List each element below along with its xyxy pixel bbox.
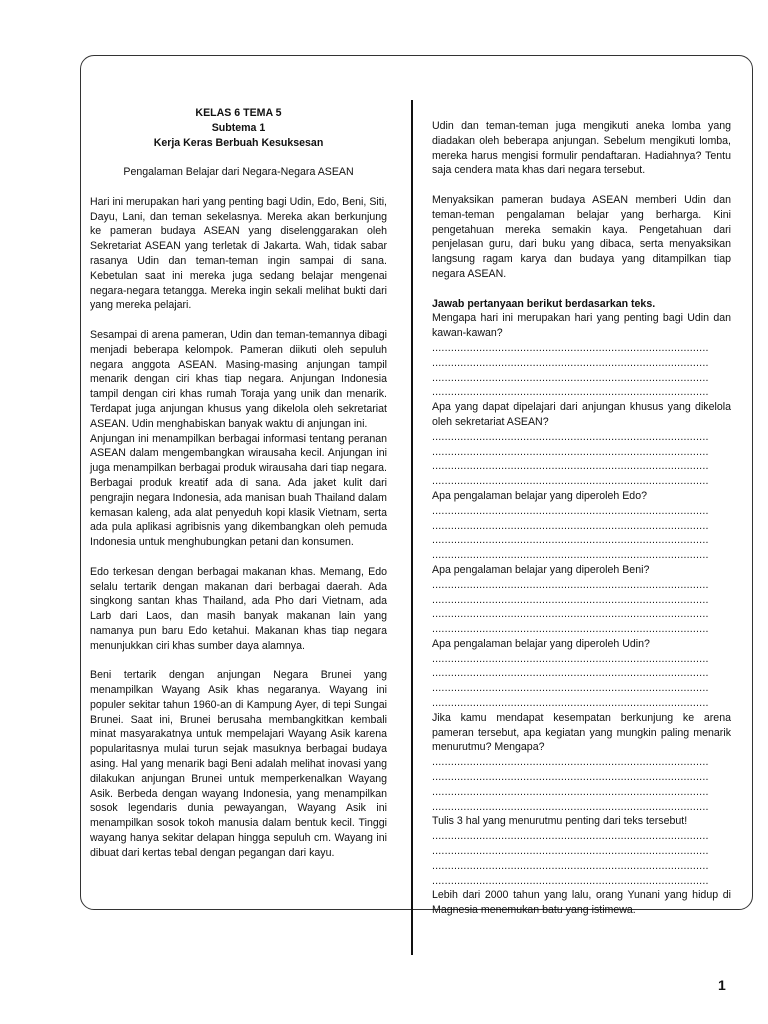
answer-line[interactable]: ........................................................................................ (432, 445, 709, 458)
answer-line[interactable]: ........................................................................................ (432, 667, 709, 680)
answer-line[interactable]: ........................................................................................ (432, 371, 709, 384)
question-3: Apa pengalaman belajar yang diperoleh Edo? (432, 489, 647, 502)
paragraph-7: Menyaksikan pameran budaya ASEAN memberi Udin dan teman-teman pengalaman belajar yang berharga. Kini pengetahuan mereka semakin kaya. Pengetahuan dari penjelasan guru, dari buku yang dibaca, serta menyaksikan langsung ragam karya dan budaya yang ditampilkan tiap negara ASEAN. (432, 193, 731, 280)
answer-line[interactable]: ........................................................................................ (432, 460, 709, 473)
closing-paragraph: Lebih dari 2000 tahun yang lalu, orang Yunani yang hidup di Magnesia menemukan batu yang istimewa. (432, 889, 731, 917)
answer-line[interactable]: ........................................................................................ (432, 697, 709, 710)
answer-line[interactable]: ........................................................................................ (432, 386, 709, 399)
answer-line[interactable]: ........................................................................................ (432, 874, 709, 887)
answer-line[interactable]: ........................................................................................ (432, 756, 709, 769)
paragraph-1: Hari ini merupakan hari yang penting bagi Udin, Edo, Beni, Siti, Dayu, Lani, dan teman sekelasnya. Mereka akan berkunjung ke pameran budaya ASEAN yang diselenggarakan oleh Sekretariat ASEAN yang terletak di Jakarta. Wah, tidak sabar rasanya Udin dan teman-teman ingin sampai di sana. Kebetulan saat ini mereka juga sedang belajar mengenai negara-negara tetangga. Mereka ingin sekali melihat bukti dari yang mereka pelajari. (90, 195, 387, 312)
questions-heading: Jawab pertanyaan berikut berdasarkan teks. (432, 297, 656, 310)
paragraph-6: Udin dan teman-teman juga mengikuti aneka lomba yang diadakan oleh beberapa anjungan. Sebelum mengikuti lomba, mereka harus mengisi formulir pendaftaran. Hadiahnya? Tentu saja cendera mata khas dari negara tersebut. (432, 120, 731, 177)
paragraph-3: Anjungan ini menampilkan berbagai informasi tentang peranan ASEAN dalam mengembangkan wirausaha kecil. Anjungan ini juga menampilkan berbagai produk wirausaha dari tiap negara. Berbagai produk kreatif ada di sana. Ada jaket kulit dari pengrajin negara Indonesia, ada manisan buah Thailand dalam kemasan kaleng, ada alat penyeduh kopi klasik Vietnam, serta ada pula aplikasi agribisnis yang dikembangkan oleh pemuda Indonesia untuk menghubungkan petani dan konsumen. (90, 432, 387, 549)
answer-line[interactable]: ........................................................................................ (432, 623, 709, 636)
paragraph-4: Edo terkesan dengan berbagai makanan khas. Memang, Edo selalu tertarik dengan makanan dari berbagai daerah. Ada singkong santan khas Thailand, ada Pho dari Vietnam, ada Larb dari Laos, dan masih banyak makanan lain yang namanya pun baru Edo ketahui. Makanan khas tiap negara menunjukkan ciri khas sumber daya alamnya. (90, 565, 387, 652)
question-6: Jika kamu mendapat kesempatan berkunjung ke arena pameran tersebut, apa kegiatan yang mungkin paling menarik menurutmu? Mengapa? (432, 711, 731, 754)
question-1: Mengapa hari ini merupakan hari yang penting bagi Udin dan kawan-kawan? (432, 312, 731, 340)
answer-line[interactable]: ........................................................................................ (432, 475, 709, 488)
answer-line[interactable]: ........................................................................................ (432, 800, 709, 813)
answer-line[interactable]: ........................................................................................ (432, 652, 709, 665)
column-divider (411, 100, 413, 955)
subtheme: Subtema 1 (211, 121, 266, 134)
right-column (432, 119, 731, 918)
left-column (90, 106, 387, 861)
question-2: Apa yang dapat dipelajari dari anjungan khusus yang dikelola oleh sekretariat ASEAN? (432, 401, 731, 428)
answer-line[interactable]: ........................................................................................ (432, 608, 709, 621)
question-7: Tulis 3 hal yang menurutmu penting dari teks tersebut! (432, 815, 688, 828)
answer-line[interactable]: ........................................................................................ (432, 549, 709, 562)
page-number: 1 (718, 977, 726, 993)
class-theme: KELAS 6 TEMA 5 (195, 107, 282, 119)
paragraph-2: Sesampai di arena pameran, Udin dan teman-temannya dibagi menjadi beberapa kelompok. Pameran diikuti oleh sepuluh negara anggota ASEAN. Masing-masing anjungan tampil menarik dengan ciri khas tiap negara. Anjungan Indonesia tampil dengan ciri khas rumah Toraja yang unik dan menarik. Terdapat juga anjungan khusus yang dikelola oleh sekretariat ASEAN. Udin menghabiskan banyak waktu di anjungan ini. (90, 328, 387, 430)
answer-line[interactable]: ........................................................................................ (432, 578, 709, 591)
answer-line[interactable]: ........................................................................................ (432, 682, 709, 695)
paragraph-5: Beni tertarik dengan anjungan Negara Brunei yang menampilkan Wayang Asik khas negaranya. Wayang ini populer sekitar tahun 1960-an di Kampung Ayer, di tepi Sungai Brunei. Saat ini, Brunei berusaha membangkitkan kembali minat masyarakatnya untuk mempelajari Wayang Asik karena popularitasnya mulai turun sejak masuknya berbagai budaya asing. Hal yang menarik bagi Beni adalah melihat inovasi yang dilakukan anjungan Brunei untuk memperkenalkan Wayang Asik. Berbeda dengan wayang Indonesia, yang menampilkan sosok legendaris dunia pewayangan, Wayang Asik ini menampilkan sosok tokoh manusia dalam bentuk kecil. Tinggi wayang hanya sekitar delapan hingga sepuluh cm. Wayang ini dibuat dari kertas tebal dengan pegangan dari kayu. (90, 669, 387, 859)
answer-line[interactable]: ........................................................................................ (432, 430, 709, 443)
answer-line[interactable]: ........................................................................................ (432, 356, 709, 369)
answer-line[interactable]: ........................................................................................ (432, 785, 709, 798)
question-4: Apa pengalaman belajar yang diperoleh Beni? (432, 563, 650, 576)
answer-line[interactable]: ........................................................................................ (432, 504, 709, 517)
worksheet-header (90, 106, 387, 180)
answer-line[interactable]: ........................................................................................ (432, 534, 709, 547)
question-5: Apa pengalaman belajar yang diperoleh Udin? (432, 637, 650, 650)
answer-line[interactable]: ........................................................................................ (432, 859, 709, 872)
reading-title: Pengalaman Belajar dari Negara-Negara ASEAN (123, 166, 354, 179)
answer-line[interactable]: ........................................................................................ (432, 519, 709, 532)
answer-line[interactable]: ........................................................................................ (432, 830, 709, 843)
subtheme-title: Kerja Keras Berbuah Kesuksesan (153, 136, 324, 149)
answer-line[interactable]: ........................................................................................ (432, 593, 709, 606)
answer-line[interactable]: ........................................................................................ (432, 771, 709, 784)
answer-line[interactable]: ........................................................................................ (432, 341, 709, 354)
answer-line[interactable]: ........................................................................................ (432, 845, 709, 858)
